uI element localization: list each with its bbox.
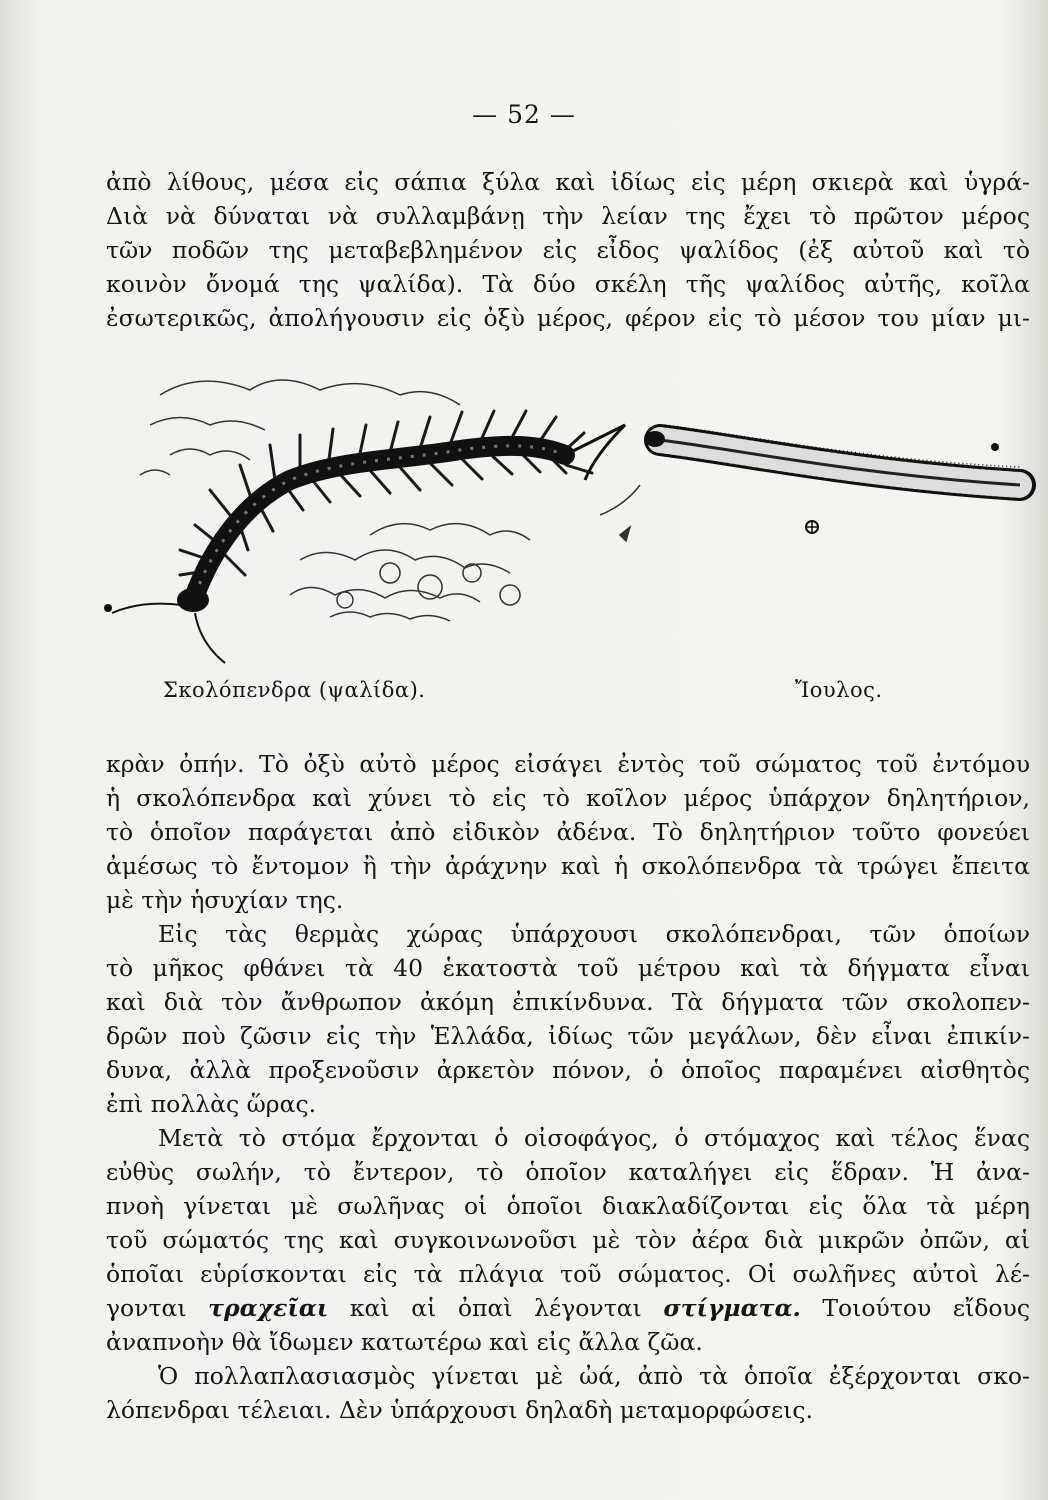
paragraph-bottom — [106, 747, 1030, 1427]
text-fragment: Τοιούτου εἴδους — [822, 1294, 1030, 1322]
text-line: λόπενδραι τέλειαι. Δὲν ὑπάρχουσι δηλαδὴ μεταμορφώσεις. — [106, 1396, 814, 1424]
text-line: τῶν ποδῶν της μεταβεβλημένον εἰς εἶδος ψαλίδος (ἐξ αὐτοῦ καὶ τὸ — [106, 236, 1030, 264]
text-line: Εἰς τὰς θερμὰς χώρας ὑπάρχουσι σκολόπενδραι, τῶν ὁποίων — [158, 920, 1030, 948]
text-line: κοινὸν ὄνομά της ψαλίδα). Τὰ δύο σκέλη τῆς ψαλίδος αὐτῆς, κοῖλα — [106, 270, 1030, 298]
text-line: Μετὰ τὸ στόμα ἔρχονται ὁ οἰσοφάγος, ὁ στόμαχος καὶ τέλος ἕνας — [158, 1124, 1030, 1152]
text-line: ἀπὸ λίθους, μέσα εἰς σάπια ξύλα καὶ ἰδίως εἰς μέρη σκιερὰ καὶ ὑγρά- — [106, 168, 1030, 196]
text-line: δρῶν ποὺ ζῶσιν εἰς τὴν Ἑλλάδα, ἰδίως τῶν μεγάλων, δὲν εἶναι ἐπικίν- — [106, 1022, 1030, 1050]
text-line: καὶ διὰ τὸν ἄνθρωπον ἀκόμη ἐπικίνδυνα. Τὰ δήγματα τῶν σκολοπεν- — [106, 988, 1030, 1016]
paragraph-top — [106, 165, 1030, 335]
text-line: ἐπὶ πολλὰς ὥρας. — [106, 1090, 317, 1118]
text-line: τοῦ σώματός της καὶ συγκοινωνοῦσι μὲ τὸν ἀέρα διὰ μικρῶν ὀπῶν, αἱ — [106, 1226, 1030, 1254]
text-fragment: γονται — [106, 1294, 187, 1322]
text-line: ἡ σκολόπενδρα καὶ χύνει τὸ εἰς τὸ κοῖλον μέρος ὑπάρχον δηλητήριον, — [106, 784, 1030, 812]
page-number: — 52 — — [472, 100, 576, 129]
text-line: πνοὴ γίνεται μὲ σωλῆνας οἱ ὁποῖοι διακλαδίζονται εἰς ὅλα τὰ μέρη — [106, 1192, 1030, 1220]
figure-caption-centipede: Σκολόπενδρα (ψαλίδα). — [163, 678, 426, 702]
centipede-antenna — [112, 604, 182, 613]
term-tracheae: τραχεῖαι — [208, 1294, 329, 1322]
text-line — [106, 1291, 1030, 1325]
figure-illustration — [100, 355, 1040, 675]
text-line: τὸ μῆκος φθάνει τὰ 40 ἑκατοστὰ τοῦ μέτρου καὶ τὰ δήγματα εἶναι — [106, 954, 1030, 982]
millipede — [645, 425, 1020, 533]
text-line: τὸ ὁποῖον παράγεται ἀπὸ εἰδικὸν ἀδένα. Τὸ δηλητήριον τοῦτο φονεύει — [106, 818, 1030, 846]
text-line: ἐσωτερικῶς, ἀπολήγουσιν εἰς ὀξὺ μέρος, φέρον εἰς τὸ μέσον του μίαν μι- — [106, 304, 1030, 332]
text-line: ἀναπνοὴν θὰ ἴδωμεν κατωτέρω καὶ εἰς ἄλλα ζῶα. — [106, 1328, 703, 1356]
text-line: κρὰν ὀπήν. Τὸ ὀξὺ αὐτὸ μέρος εἰσάγει ἐντὸς τοῦ σώματος τοῦ ἐντόμου — [106, 750, 1030, 778]
text-line: ἀμέσως τὸ ἔντομον ἢ τὴν ἀράχνην καὶ ἡ σκολόπενδρα τὰ τρώγει ἔπειτα — [106, 852, 1030, 880]
centipede-head — [177, 588, 209, 612]
term-stigmata: στίγματα. — [663, 1294, 801, 1322]
text-line: μὲ τὴν ἡσυχίαν της. — [106, 886, 344, 914]
centipede-antenna — [195, 613, 225, 663]
text-line: Ὁ πολλαπλασιασμὸς γίνεται μὲ ὠά, ἀπὸ τὰ ὁποῖα ἐξέρχονται σκο- — [158, 1362, 1030, 1390]
text-line: ὁποῖαι εὑρίσκονται εἰς τὰ πλάγια τοῦ σώματος. Οἱ σωλῆνες αὐτοὶ λέ- — [106, 1260, 1030, 1288]
figure-centipede-millipede — [100, 355, 1040, 695]
text-line: Διὰ νὰ δύναται νὰ συλλαμβάνῃ τὴν λείαν της ἔχει τὸ πρῶτον μέρος — [106, 202, 1030, 230]
figure-caption-millipede: Ἴουλος. — [795, 678, 883, 702]
foliage-sketch — [140, 380, 640, 621]
text-line: εὐθὺς σωλήν, τὸ ἔντερον, τὸ ὁποῖον καταλήγει εἰς ἕδραν. Ἡ ἀνα- — [106, 1158, 1030, 1186]
text-fragment: καὶ αἱ ὀπαὶ λέγονται — [349, 1294, 642, 1322]
text-line: δυνα, ἀλλὰ προξενοῦσιν ἀρκετὸν πόνον, ὁ ὁποῖος παραμένει αἰσθητὸς — [106, 1056, 1030, 1084]
